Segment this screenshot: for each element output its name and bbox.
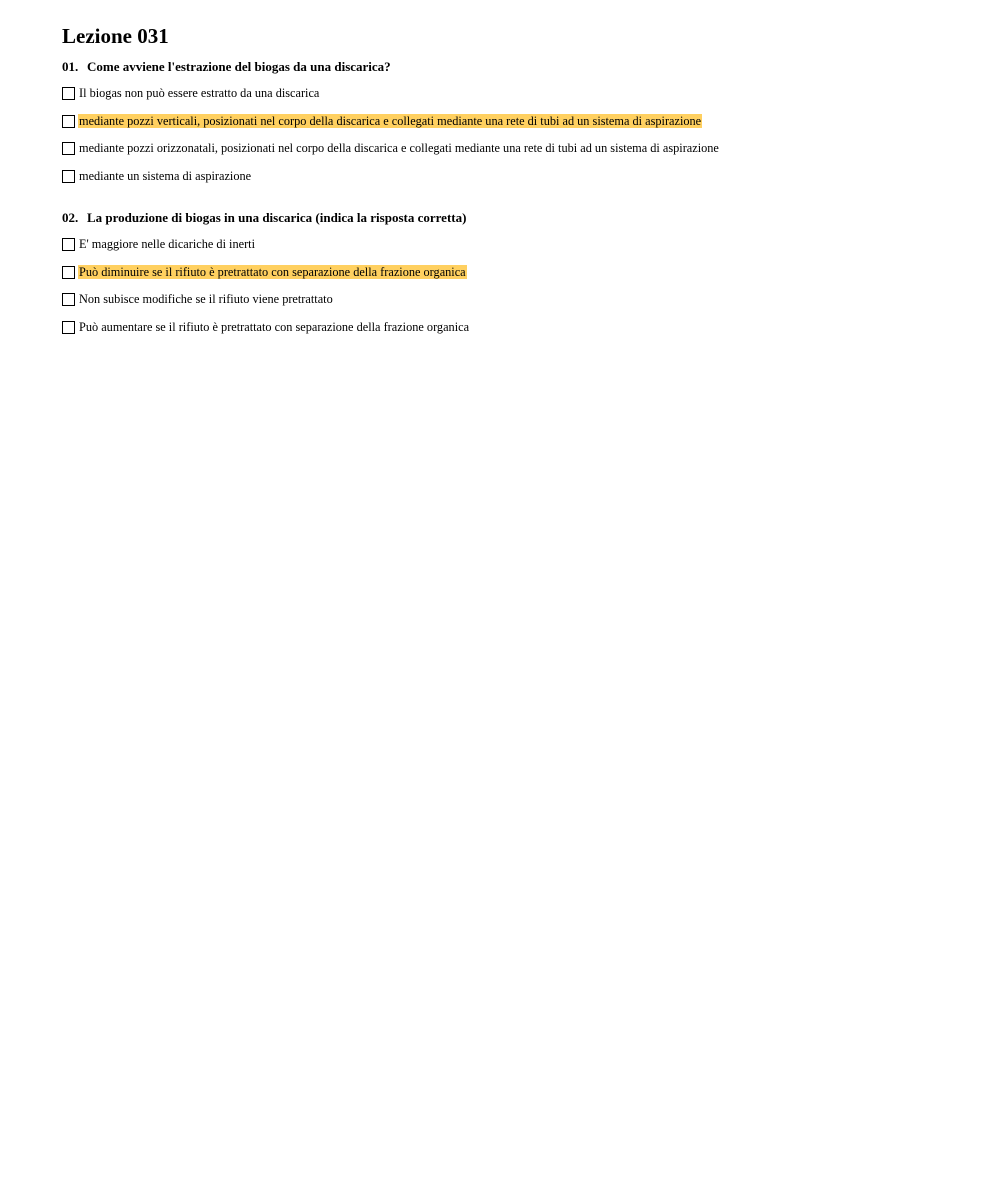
option-label: mediante un sistema di aspirazione: [79, 169, 252, 183]
question-1-heading: [62, 58, 391, 76]
checkbox[interactable]: [62, 293, 75, 306]
checkbox[interactable]: [62, 142, 75, 155]
question-1-option-2[interactable]: [62, 112, 702, 130]
page-title: Lezione 031: [62, 24, 169, 48]
option-label: Può aumentare se il rifiuto è pretrattato con separazione della frazione organica: [79, 320, 470, 334]
question-2-option-2[interactable]: [62, 263, 467, 281]
question-2-number: 02.: [62, 210, 79, 225]
option-label-highlighted: Può diminuire se il rifiuto è pretrattato con separazione della frazione organica: [79, 265, 466, 279]
question-2-option-1[interactable]: [62, 235, 256, 253]
question-2-text: La produzione di biogas in una discarica (indica la risposta corretta): [87, 210, 467, 225]
question-1-number: 01.: [62, 59, 79, 74]
option-label: Non subisce modifiche se il rifiuto viene pretrattato: [79, 292, 333, 306]
checkbox[interactable]: [62, 238, 75, 251]
question-2-option-3[interactable]: [62, 290, 334, 308]
option-label: E' maggiore nelle dicariche di inerti: [79, 237, 256, 251]
option-label-highlighted: mediante pozzi verticali, posizionati nel corpo della discarica e collegati mediante una rete di tubi ad un sistema di aspirazione: [79, 114, 702, 128]
question-1-option-3[interactable]: [62, 139, 720, 157]
option-label: mediante pozzi orizzonatali, posizionati nel corpo della discarica e collegati mediante una rete di tubi ad un sistema di aspirazione: [79, 141, 719, 155]
question-1-option-4[interactable]: [62, 167, 252, 185]
question-1-text: Come avviene l'estrazione del biogas da una discarica?: [87, 59, 391, 74]
question-2-option-4[interactable]: [62, 318, 470, 336]
checkbox[interactable]: [62, 321, 75, 334]
option-label: Il biogas non può essere estratto da una discarica: [79, 86, 320, 100]
question-2-heading: [62, 209, 466, 227]
checkbox[interactable]: [62, 87, 75, 100]
question-1-option-1[interactable]: [62, 84, 320, 102]
checkbox[interactable]: [62, 115, 75, 128]
checkbox[interactable]: [62, 170, 75, 183]
checkbox[interactable]: [62, 266, 75, 279]
